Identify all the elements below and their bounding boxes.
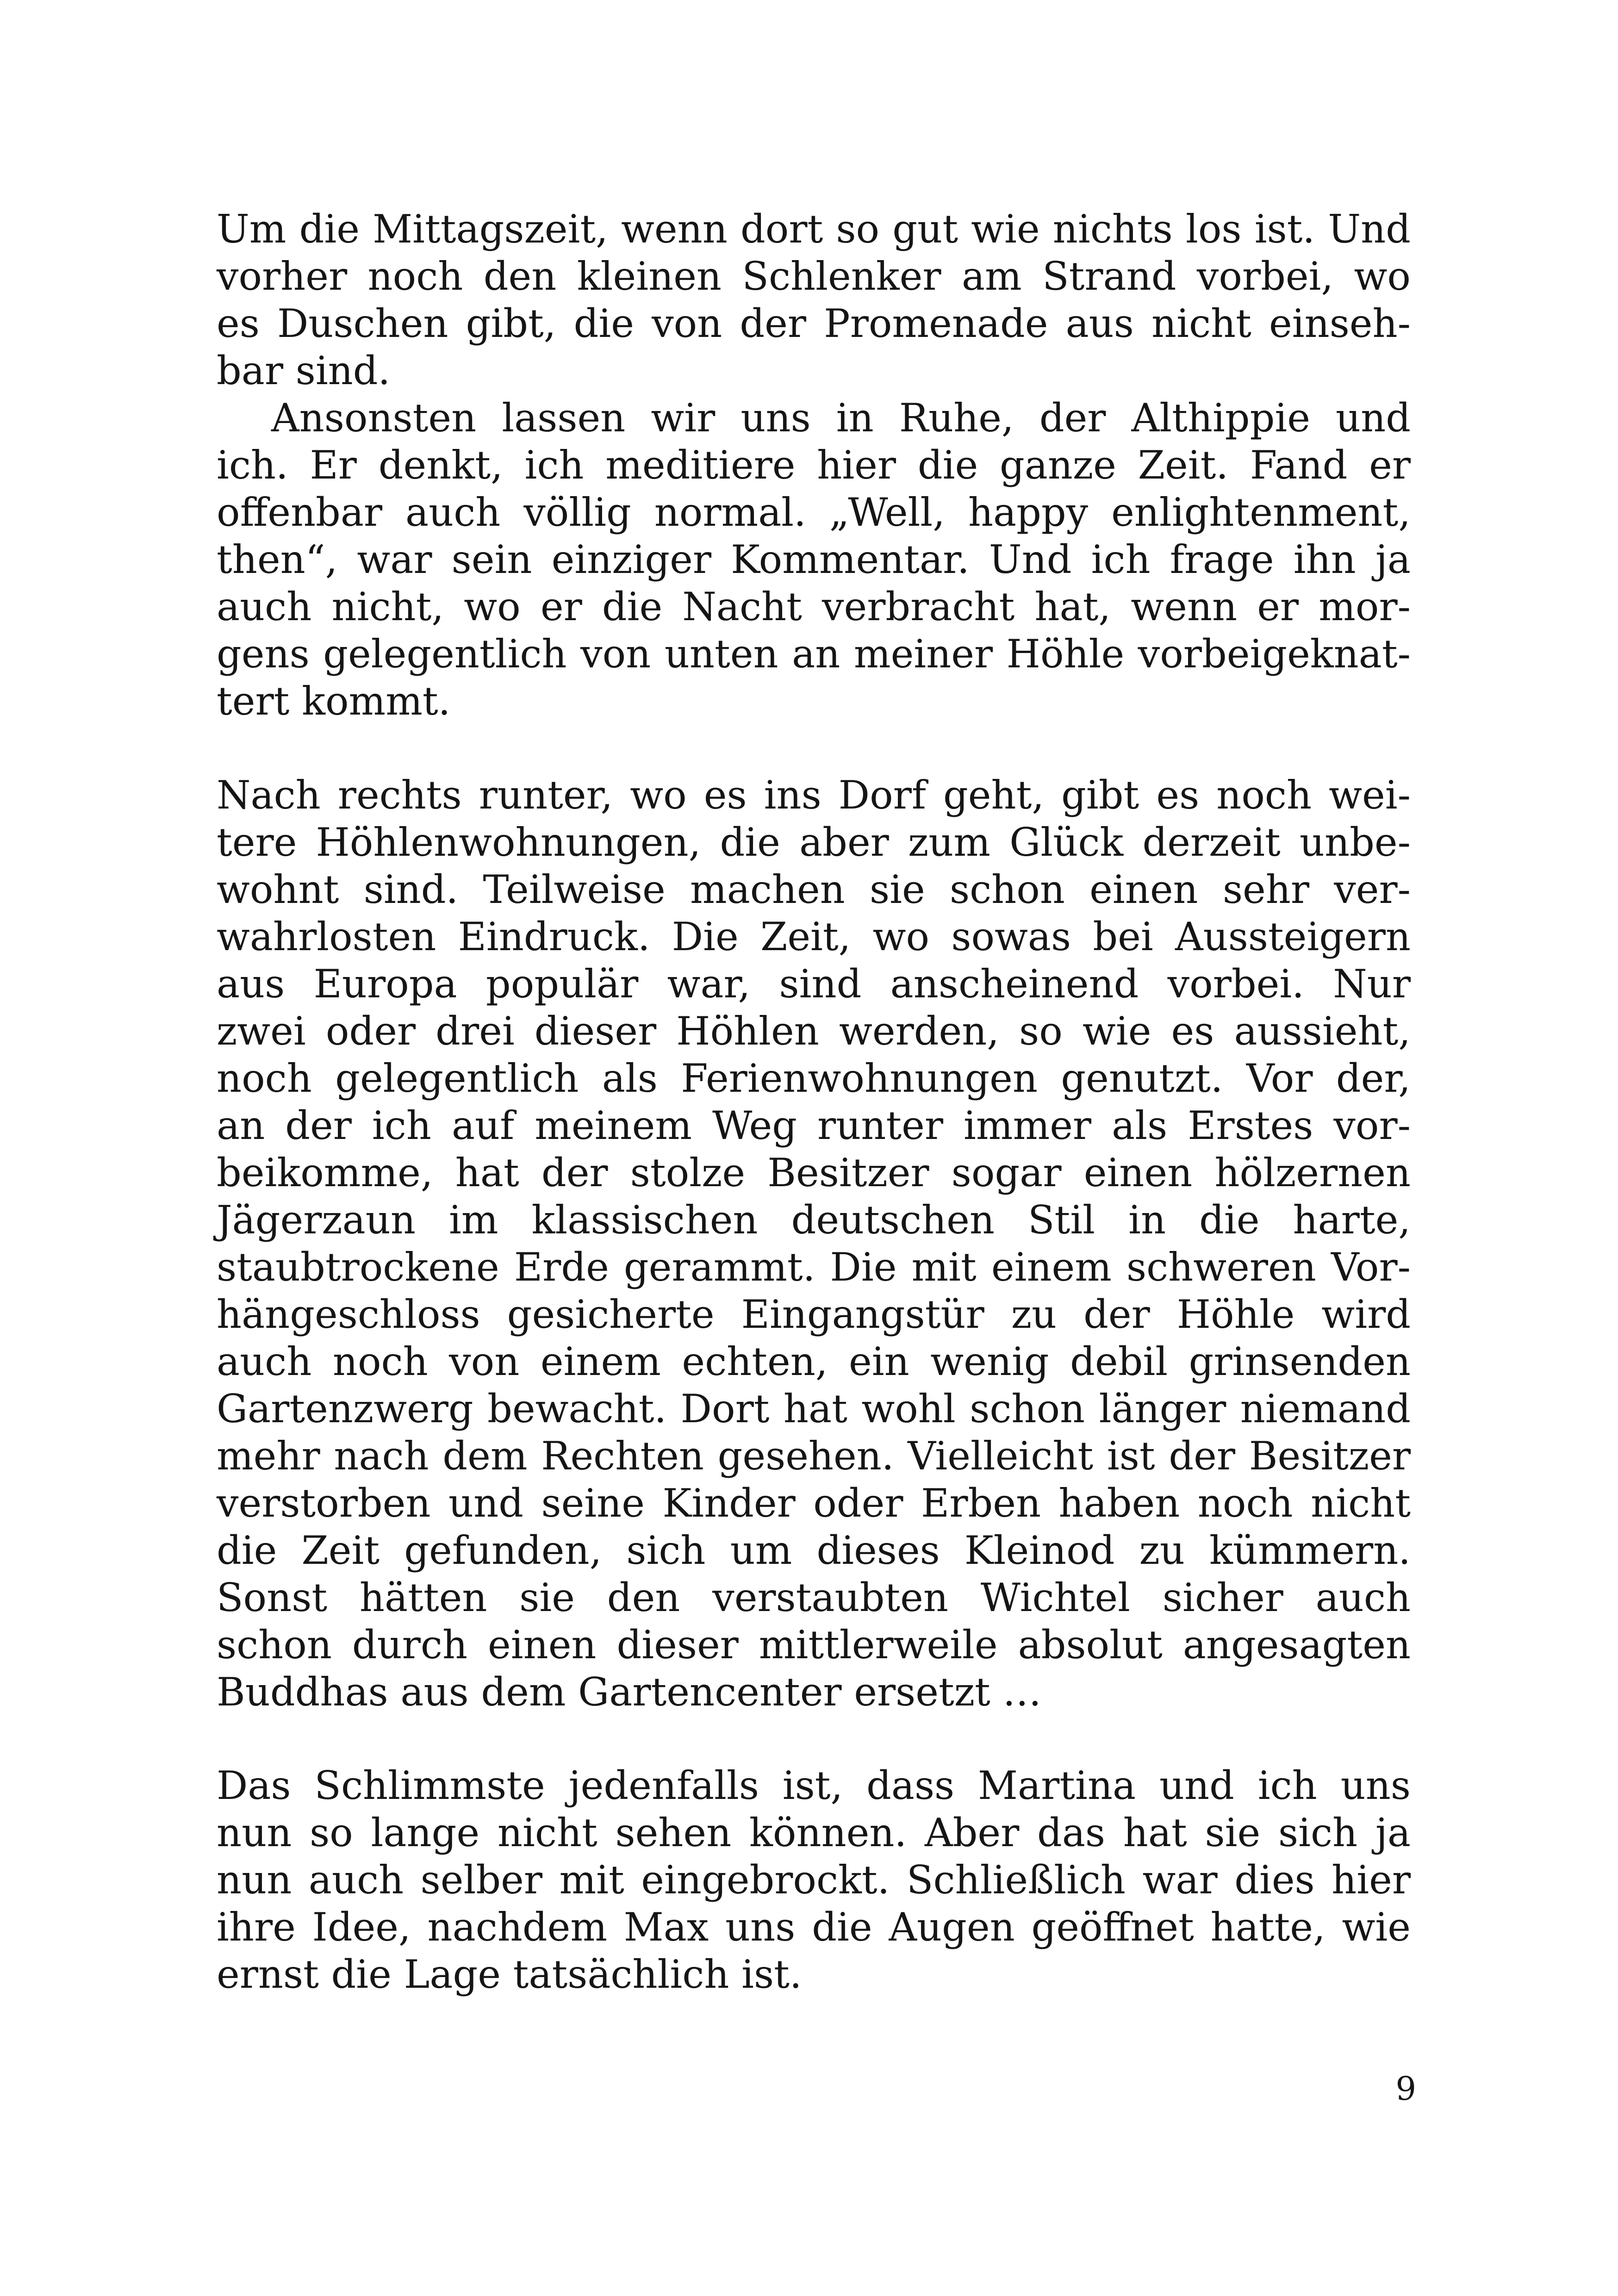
text-line: bar sind.: [217, 348, 391, 393]
paragraph-2: [217, 394, 1411, 725]
text-line: nun so lange nicht sehen können. Aber das hat sie sich ja: [217, 1810, 1411, 1855]
text-line: Gartenzwerg bewacht. Dort hat wohl schon länger niemand: [217, 1386, 1411, 1431]
paragraph-3: [217, 772, 1411, 1716]
text-line: ihre Idee, nachdem Max uns die Augen geöffnet hatte, wie: [217, 1904, 1411, 1950]
text-line: nun auch selber mit eingebrockt. Schließlich war dies hier: [217, 1857, 1411, 1903]
text-line: ernst die Lage tatsächlich ist.: [217, 1952, 802, 1997]
text-line: zwei oder drei dieser Höhlen werden, so wie es aussieht,: [217, 1008, 1411, 1054]
text-line: schon durch einen dieser mittlerweile absolut angesagten: [217, 1622, 1411, 1668]
text-line: die Zeit gefunden, sich um dieses Kleinod zu kümmern.: [217, 1528, 1411, 1573]
text-line: ich. Er denkt, ich meditiere hier die ganze Zeit. Fand er: [217, 442, 1411, 488]
text-line: offenbar auch völlig normal. „Well, happy enlightenment,: [217, 490, 1411, 535]
text-line: hängeschloss gesicherte Eingangstür zu der Höhle wird: [217, 1292, 1411, 1337]
paragraph-1: [217, 205, 1411, 394]
text-line: Um die Mittagszeit, wenn dort so gut wie nichts los ist. Und: [217, 206, 1411, 252]
text-line: beikomme, hat der stolze Besitzer sogar einen hölzernen: [217, 1150, 1411, 1195]
text-line: Sonst hätten sie den verstaubten Wichtel sicher auch: [217, 1575, 1411, 1620]
text-line: tert kommt.: [217, 678, 451, 724]
text-line: Jägerzaun im klassischen deutschen Stil in die harte,: [217, 1197, 1411, 1243]
text-line: noch gelegentlich als Ferienwohnungen genutzt. Vor der,: [217, 1056, 1411, 1101]
text-line: Das Schlimmste jedenfalls ist, dass Martina und ich uns: [217, 1763, 1411, 1808]
text-line: staubtrockene Erde gerammt. Die mit einem schweren Vor-: [217, 1244, 1411, 1290]
text-line: verstorben und seine Kinder oder Erben haben noch nicht: [217, 1481, 1411, 1526]
text-line: Nach rechts runter, wo es ins Dorf geht, gibt es noch wei-: [217, 772, 1411, 818]
text-line: es Duschen gibt, die von der Promenade aus nicht einseh-: [217, 301, 1411, 346]
text-line: vorher noch den kleinen Schlenker am Strand vorbei, wo: [217, 254, 1411, 299]
text-line: then“, war sein einziger Kommentar. Und ich frage ihn ja: [217, 537, 1411, 582]
paragraph-4: [217, 1762, 1411, 1998]
text-line: gens gelegentlich von unten an meiner Höhle vorbeigeknat-: [217, 631, 1411, 677]
text-line: an der ich auf meinem Weg runter immer als Erstes vor-: [217, 1103, 1411, 1148]
page-number: 9: [1395, 2070, 1416, 2108]
text-line: auch nicht, wo er die Nacht verbracht hat, wenn er mor-: [217, 584, 1411, 629]
text-line: wahrlosten Eindruck. Die Zeit, wo sowas bei Aussteigern: [217, 914, 1411, 959]
text-line: auch noch von einem echten, ein wenig debil grinsenden: [217, 1339, 1411, 1384]
text-line: Ansonsten lassen wir uns in Ruhe, der Althippie und: [271, 395, 1411, 441]
text-line: mehr nach dem Rechten gesehen. Vielleicht ist der Besitzer: [217, 1433, 1411, 1479]
text-line: wohnt sind. Teilweise machen sie schon einen sehr ver-: [217, 867, 1411, 912]
text-line: tere Höhlenwohnungen, die aber zum Glück derzeit unbe-: [217, 820, 1411, 865]
text-line: Buddhas aus dem Gartencenter ersetzt …: [217, 1669, 1042, 1715]
text-line: aus Europa populär war, sind anscheinend vorbei. Nur: [217, 961, 1411, 1007]
